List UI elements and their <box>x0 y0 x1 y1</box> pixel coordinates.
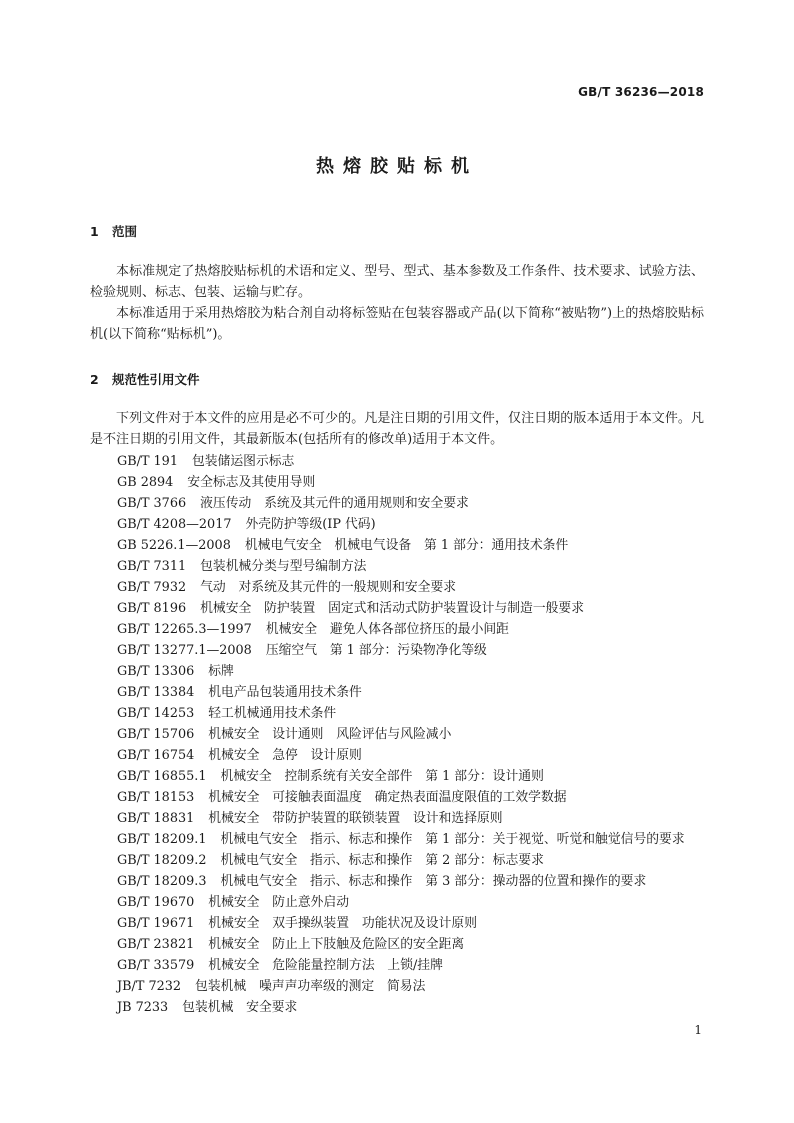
section-2-title: 规范性引用文件 <box>112 372 200 387</box>
reference-item <box>117 850 685 871</box>
reference-code: GB 2894 <box>117 475 174 490</box>
reference-title: 机械电气安全 指示、标志和操作 第 3 部分：操动器的位置和操作的要求 <box>220 874 647 889</box>
reference-title: 机械安全 防护装置 固定式和活动式防护装置设计与制造一般要求 <box>200 601 585 616</box>
section-1-paragraph-2: 本标准适用于采用热熔胶为粘合剂自动将标签贴在包装容器或产品(以下简称“被贴物”)上的热熔胶贴标机(以下简称“贴标机”)。 <box>90 306 704 342</box>
reference-title: 机械安全 防止上下肢触及危险区的安全距离 <box>208 937 465 952</box>
reference-title: 机械安全 控制系统有关安全部件 第 1 部分：设计通则 <box>220 769 544 784</box>
reference-item <box>117 493 685 514</box>
reference-item <box>117 577 685 598</box>
reference-title: 机械电气安全 指示、标志和操作 第 1 部分：关于视觉、听觉和触觉信号的要求 <box>220 832 685 847</box>
reference-item <box>117 661 685 682</box>
reference-title: 标牌 <box>208 664 234 679</box>
reference-title: 机械电气安全 指示、标志和操作 第 2 部分：标志要求 <box>220 853 544 868</box>
reference-code: GB/T 33579 <box>117 958 195 973</box>
section-1-heading <box>90 222 137 240</box>
section-2-number: 2 <box>90 372 99 387</box>
section-1-title: 范围 <box>112 224 138 239</box>
reference-code: GB/T 19671 <box>117 916 195 931</box>
reference-code: GB/T 18831 <box>117 811 195 826</box>
reference-code: GB/T 13306 <box>117 664 195 679</box>
reference-code: GB/T 19670 <box>117 895 195 910</box>
reference-title: 机械安全 可接触表面温度 确定热表面温度限值的工效学数据 <box>208 790 567 805</box>
reference-code: GB/T 14253 <box>117 706 195 721</box>
reference-title: 机械电气安全 机械电气设备 第 1 部分：通用技术条件 <box>244 538 569 553</box>
reference-code: GB/T 3766 <box>117 496 187 511</box>
reference-title: 轻工机械通用技术条件 <box>208 706 337 721</box>
reference-title: 机电产品包装通用技术条件 <box>208 685 362 700</box>
section-1-paragraph-1: 本标准规定了热熔胶贴标机的术语和定义、型号、型式、基本参数及工作条件、技术要求、试验方法、检验规则、标志、包装、运输与贮存。 <box>90 264 704 300</box>
reference-code: GB/T 15706 <box>117 727 195 742</box>
reference-title: 液压传动 系统及其元件的通用规则和安全要求 <box>200 496 469 511</box>
reference-item <box>117 472 685 493</box>
reference-code: JB/T 7232 <box>117 979 182 994</box>
reference-item <box>117 535 685 556</box>
reference-title: 机械安全 急停 设计原则 <box>208 748 362 763</box>
section-1-number: 1 <box>90 224 99 239</box>
reference-item <box>117 829 685 850</box>
section-2-heading <box>90 370 200 388</box>
reference-code: GB/T 18209.1 <box>117 832 207 847</box>
reference-item <box>117 514 685 535</box>
reference-item <box>117 871 685 892</box>
reference-item <box>117 955 685 976</box>
reference-title: 外壳防护等级(IP 代码) <box>245 517 376 532</box>
reference-code: GB/T 13277.1—2008 <box>117 643 252 658</box>
reference-title: 机械安全 双手操纵装置 功能状况及设计原则 <box>208 916 477 931</box>
reference-item <box>117 598 685 619</box>
reference-item <box>117 556 685 577</box>
reference-item <box>117 745 685 766</box>
reference-code: GB/T 16855.1 <box>117 769 207 784</box>
reference-title: 机械安全 带防护装置的联锁装置 设计和选择原则 <box>208 811 503 826</box>
reference-code: JB 7233 <box>117 1000 169 1015</box>
standard-code: GB/T 36236—2018 <box>578 85 704 99</box>
reference-title: 包装机械 安全要求 <box>182 1000 298 1015</box>
reference-code: GB/T 16754 <box>117 748 195 763</box>
reference-item <box>117 682 685 703</box>
reference-code: GB 5226.1—2008 <box>117 538 231 553</box>
reference-title: 机械安全 设计通则 风险评估与风险减小 <box>208 727 452 742</box>
reference-code: GB/T 12265.3—1997 <box>117 622 252 637</box>
reference-title: 气动 对系统及其元件的一般规则和安全要求 <box>200 580 457 595</box>
reference-title: 机械安全 危险能量控制方法 上锁/挂牌 <box>208 958 443 973</box>
reference-title: 包装机械分类与型号编制方法 <box>200 559 367 574</box>
reference-item <box>117 976 685 997</box>
reference-code: GB/T 23821 <box>117 937 195 952</box>
reference-code: GB/T 4208—2017 <box>117 517 232 532</box>
reference-code: GB/T 191 <box>117 454 178 469</box>
reference-item <box>117 724 685 745</box>
reference-item <box>117 451 685 472</box>
reference-title: 压缩空气 第 1 部分：污染物净化等级 <box>265 643 487 658</box>
reference-code: GB/T 18209.3 <box>117 874 207 889</box>
reference-item <box>117 619 685 640</box>
page-number: 1 <box>694 1023 702 1037</box>
reference-item <box>117 934 685 955</box>
reference-item <box>117 892 685 913</box>
reference-item <box>117 997 685 1018</box>
reference-title: 安全标志及其使用导则 <box>187 475 316 490</box>
reference-item <box>117 766 685 787</box>
reference-title: 机械安全 防止意外启动 <box>208 895 350 910</box>
reference-item <box>117 913 685 934</box>
reference-item <box>117 787 685 808</box>
reference-code: GB/T 18209.2 <box>117 853 207 868</box>
reference-item <box>117 640 685 661</box>
reference-code: GB/T 13384 <box>117 685 195 700</box>
reference-code: GB/T 7932 <box>117 580 187 595</box>
reference-item <box>117 808 685 829</box>
normative-references-list <box>117 451 685 1018</box>
document-title: 热熔胶贴标机 <box>316 156 478 177</box>
reference-code: GB/T 8196 <box>117 601 187 616</box>
reference-item <box>117 703 685 724</box>
reference-code: GB/T 7311 <box>117 559 187 574</box>
reference-title: 包装储运图示标志 <box>191 454 295 469</box>
section-2-paragraph-1: 下列文件对于本文件的应用是必不可少的。凡是注日期的引用文件，仅注日期的版本适用于本文件。凡是不注日期的引用文件，其最新版本(包括所有的修改单)适用于本文件。 <box>90 411 704 447</box>
reference-title: 机械安全 避免人体各部位挤压的最小间距 <box>265 622 509 637</box>
reference-title: 包装机械 噪声声功率级的测定 简易法 <box>195 979 426 994</box>
reference-code: GB/T 18153 <box>117 790 195 805</box>
